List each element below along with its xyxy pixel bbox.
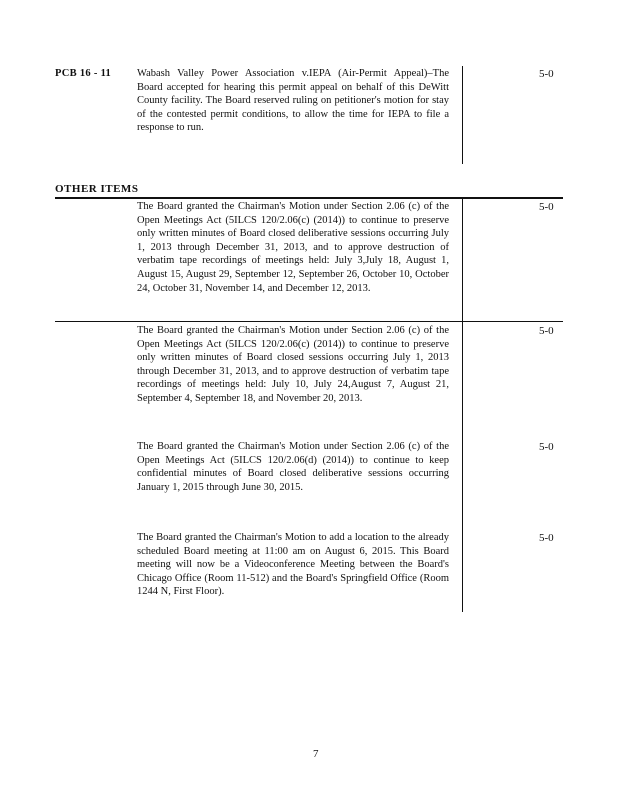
- item-vote-3: 5-0: [539, 441, 554, 453]
- item-text-2: The Board granted the Chairman's Motion under Section 2.06 (c) of the Open Meetings Act (5ILCS 120/2.06(c) (2014)) to continue to preserve only written minutes of Board closed sessions occurring July 1, 2013 through December 31, 2013, and to approve destruction of verbatim tape recordings of meetings held: July 10, July 24,August 7, August 21, September 4, September 18, and November 20, 2013.: [137, 325, 449, 404]
- item-text-3: The Board granted the Chairman's Motion under Section 2.06 (c) of the Open Meetings Act (5ILCS 120/2.06(d) (2014)) to continue to keep confidential minutes of Board closed deliberative sessions occurring January 1, 2015 through June 30, 2015.: [137, 441, 449, 493]
- item-vote-2: 5-0: [539, 325, 554, 337]
- column-divider: [462, 199, 463, 321]
- item-text-4: The Board granted the Chairman's Motion to add a location to the already scheduled Board meeting at 11:00 am on August 6, 2015. This Board meeting will now be a Videoconference Meeting between the Board's Chicago Office (Room 11-512) and the Board's Springfield Office (Room 1244 N, First Floor).: [137, 532, 449, 598]
- section-rule: [55, 197, 563, 199]
- case-description: Wabash Valley Power Association v.IEPA (Air-Permit Appeal)–The Board accepted for hearing this permit appeal on behalf of this DeWitt County facility. The Board reserved ruling on petitioner's motion for stay of the contested permit conditions, to allow the time for IEPA to file a response to run.: [137, 68, 449, 134]
- column-divider: [462, 322, 463, 612]
- item-vote-1: 5-0: [539, 201, 554, 213]
- case-number: PCB 16 - 11: [55, 68, 112, 79]
- column-divider: [462, 66, 463, 164]
- item-text-1: The Board granted the Chairman's Motion under Section 2.06 (c) of the Open Meetings Act (5ILCS 120/2.06(c) (2014)) to continue to preserve only written minutes of Board closed deliberative sessions occurring July 1, 2013 through December 31, 2013, and to approve destruction of verbatim tape recordings of meetings held: July 3,July 18, August 1, August 15, August 29, September 12, September 26, October 10, October 24, October 31, November 14, and December 12, 2013.: [137, 201, 449, 294]
- item-vote-4: 5-0: [539, 532, 554, 544]
- page-number: 7: [313, 748, 319, 760]
- row-rule: [55, 321, 563, 322]
- section-heading: OTHER ITEMS: [55, 183, 139, 195]
- case-vote: 5-0: [539, 68, 554, 80]
